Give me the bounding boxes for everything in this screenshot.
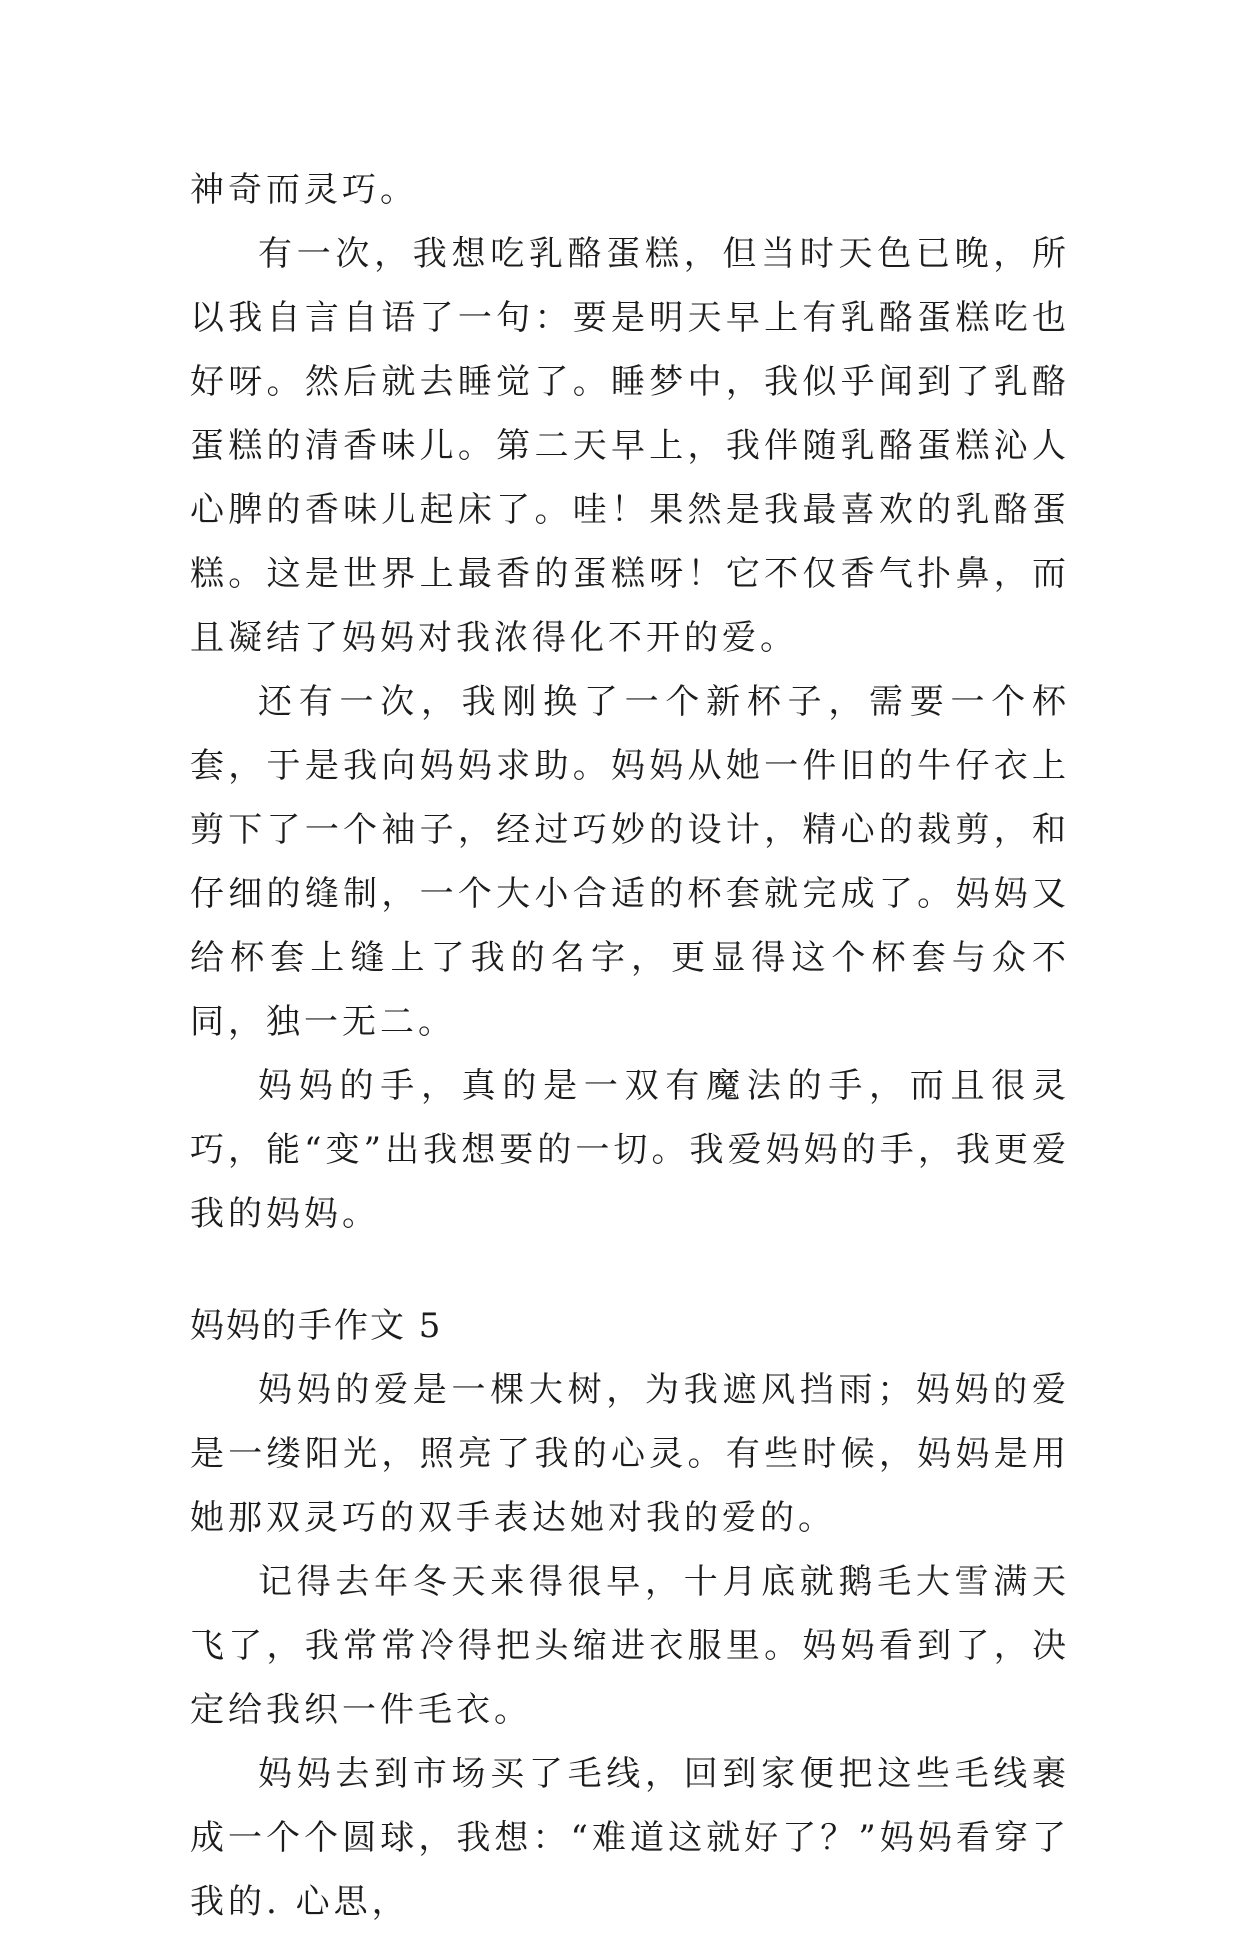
paragraph-continuation: 神奇而灵巧。 [190,170,418,210]
document-body [190,158,1070,1934]
paragraph-winter: 记得去年冬天来得很早，十月底就鹅毛大雪满天飞了，我常常冷得把头缩进衣服里。妈妈看到了，决定给我织一件毛衣。 [190,1562,1070,1730]
paragraph-intro: 妈妈的爱是一棵大树，为我遮风挡雨；妈妈的爱是一缕阳光，照亮了我的心灵。有些时候，妈妈是用她那双灵巧的双手表达她对我的爱的。 [190,1370,1070,1538]
paragraph-conclusion: 妈妈的手，真的是一双有魔法的手，而且很灵巧，能“变”出我想要的一切。我爱妈妈的手，我更爱我的妈妈。 [190,1066,1070,1234]
section-title: 妈妈的手作文 5 [190,1306,443,1346]
paragraph-yarn: 妈妈去到市场买了毛线，回到家便把这些毛线裹成一个个圆球，我想：“难道这就好了？”妈妈看穿了我的. 心思， [190,1754,1070,1922]
paragraph-cup-sleeve: 还有一次，我刚换了一个新杯子，需要一个杯套，于是我向妈妈求助。妈妈从她一件旧的牛仔衣上剪下了一个袖子，经过巧妙的设计，精心的裁剪，和仔细的缝制，一个大小合适的杯套就完成了。妈妈又给杯套上缝上了我的名字，更显得这个杯套与众不同，独一无二。 [190,682,1070,1042]
paragraph-cheesecake: 有一次，我想吃乳酪蛋糕，但当时天色已晚，所以我自言自语了一句：要是明天早上有乳酪蛋糕吃也好呀。然后就去睡觉了。睡梦中，我似乎闻到了乳酪蛋糕的清香味儿。第二天早上，我伴随乳酪蛋糕沁人心脾的香味儿起床了。哇！果然是我最喜欢的乳酪蛋糕。这是世界上最香的蛋糕呀！它不仅香气扑鼻，而且凝结了妈妈对我浓得化不开的爱。 [190,234,1070,658]
